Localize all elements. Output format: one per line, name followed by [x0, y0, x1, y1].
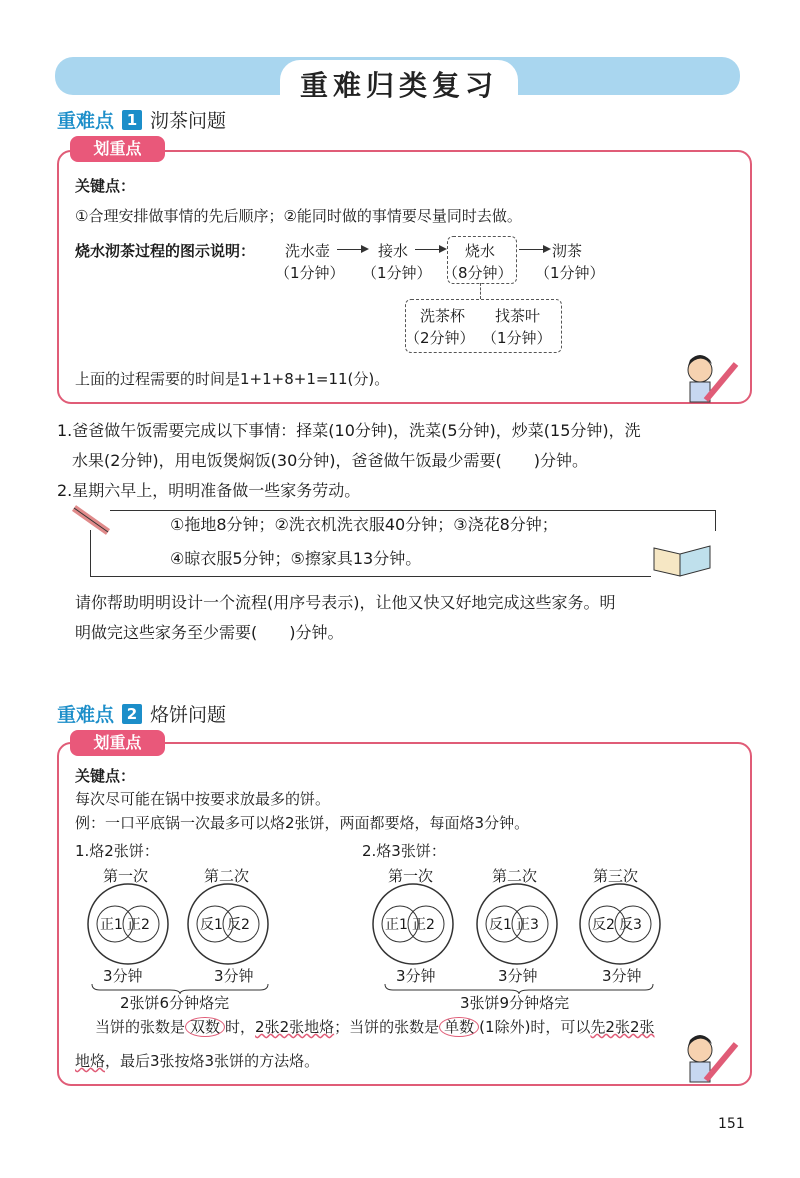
cake-label: 正3	[516, 917, 539, 933]
section2-header	[57, 700, 226, 727]
section1-key-label: 关键点：	[75, 177, 136, 195]
section1-number: 1	[122, 110, 142, 130]
parallel-name: 找茶叶	[495, 307, 541, 325]
round-label: 第一次	[103, 867, 149, 885]
round-time: 3分钟	[498, 967, 538, 985]
step-time: （1分钟）	[535, 264, 605, 282]
section1-title: 沏茶问题	[150, 110, 227, 132]
arrow-icon	[415, 249, 445, 250]
round-label: 第二次	[204, 867, 250, 885]
section2-title: 烙饼问题	[150, 704, 227, 726]
connector-line	[480, 283, 481, 299]
step-time: （1分钟）	[362, 264, 432, 282]
cake-label: 正1	[385, 917, 408, 933]
odd-method-cont: 地烙	[75, 1052, 106, 1070]
step-time: （1分钟）	[275, 264, 345, 282]
section1-key-text: ①合理安排做事情的先后顺序；②能同时做的事情要尽量同时去做。	[75, 207, 522, 225]
conclusion-text: 时，	[225, 1018, 256, 1036]
part2-total: 3张饼9分钟烙完	[460, 994, 570, 1012]
round-time: 3分钟	[396, 967, 436, 985]
step-name: 洗水壶	[285, 242, 331, 260]
round-time: 3分钟	[103, 967, 143, 985]
section2-key-text: 每次尽可能在锅中按要求放最多的饼。	[75, 790, 331, 808]
step-name: 烧水	[465, 242, 496, 260]
section1-header	[57, 106, 226, 133]
diagram-label: 烧水沏茶过程的图示说明：	[75, 242, 256, 260]
arrow-icon	[519, 249, 549, 250]
question2-line1: 2.星期六早上，明明准备做一些家务劳动。	[57, 481, 361, 500]
cake-label: 反1	[489, 917, 512, 933]
section1-label: 重难点	[57, 110, 115, 132]
round-time: 3分钟	[214, 967, 254, 985]
section1-tag: 划重点	[70, 136, 165, 162]
section2-tag: 划重点	[70, 730, 165, 756]
step-name: 沏茶	[552, 242, 583, 260]
even-method: 2张2张地烙	[255, 1018, 335, 1036]
cake-label: 反3	[619, 917, 642, 933]
section2-label: 重难点	[57, 704, 115, 726]
odd-method: 先2张2张	[590, 1018, 655, 1036]
odd-highlight: 单数	[439, 1017, 479, 1037]
conclusion-line1	[95, 1016, 655, 1037]
conclusion-line2	[75, 1050, 319, 1071]
boy-mascot-icon	[680, 1030, 740, 1090]
arrow-icon	[337, 249, 367, 250]
step-time: （8分钟）	[443, 264, 513, 282]
question2-line3: 明做完这些家务至少需要( )分钟。	[75, 623, 344, 642]
part2-title: 2.烙3张饼：	[362, 842, 446, 860]
cake-label: 反2	[592, 917, 615, 933]
parallel-name: 洗茶杯	[420, 307, 466, 325]
parallel-time: （2分钟）	[405, 329, 475, 347]
cake-label: 正1	[100, 917, 123, 933]
conclusion-text: ，最后3张按烙3张饼的方法烙。	[105, 1052, 320, 1070]
section2-key-label: 关键点：	[75, 767, 136, 785]
boy-mascot-icon	[680, 350, 740, 410]
section2-number: 2	[122, 704, 142, 724]
page-title: 重难归类复习	[299, 69, 498, 102]
cake-label: 正2	[412, 917, 435, 933]
part1-title: 1.烙2张饼：	[75, 842, 159, 860]
conclusion-text: ；当饼的张数是	[334, 1018, 440, 1036]
question1-line1: 1.爸爸做午饭需要完成以下事情：择菜(10分钟)，洗菜(5分钟)，炒菜(15分钟)，洗	[57, 421, 641, 440]
step-name: 接水	[378, 242, 409, 260]
round-label: 第一次	[388, 867, 434, 885]
parallel-time: （1分钟）	[482, 329, 552, 347]
cake-label: 反1	[200, 917, 223, 933]
cake-label: 正2	[127, 917, 150, 933]
question1-line2: 水果(2分钟)，用电饭煲焖饭(30分钟)，爸爸做午饭最少需要( )分钟。	[72, 451, 588, 470]
round-label: 第三次	[593, 867, 639, 885]
book-icon	[650, 538, 714, 578]
part1-total: 2张饼6分钟烙完	[120, 994, 230, 1012]
conclusion-text: (1除外)时，可以	[479, 1018, 591, 1036]
q2-box-line2: ④晾衣服5分钟；⑤擦家具13分钟。	[170, 549, 422, 568]
round-label: 第二次	[492, 867, 538, 885]
question2-line2: 请你帮助明明设计一个流程(用序号表示)，让他又快又好地完成这些家务。明	[75, 593, 616, 612]
cake-label: 反2	[227, 917, 250, 933]
section2-example: 例：一口平底锅一次最多可以烙2张饼，两面都要烙，每面烙3分钟。	[75, 814, 530, 832]
section1-summary: 上面的过程需要的时间是1+1+8+1=11(分)。	[75, 370, 390, 388]
q2-box-line1: ①拖地8分钟；②洗衣机洗衣服40分钟；③浇花8分钟；	[170, 515, 558, 534]
round-time: 3分钟	[602, 967, 642, 985]
conclusion-text: 当饼的张数是	[95, 1018, 186, 1036]
page-number: 151	[718, 1116, 745, 1132]
even-highlight: 双数	[185, 1017, 225, 1037]
